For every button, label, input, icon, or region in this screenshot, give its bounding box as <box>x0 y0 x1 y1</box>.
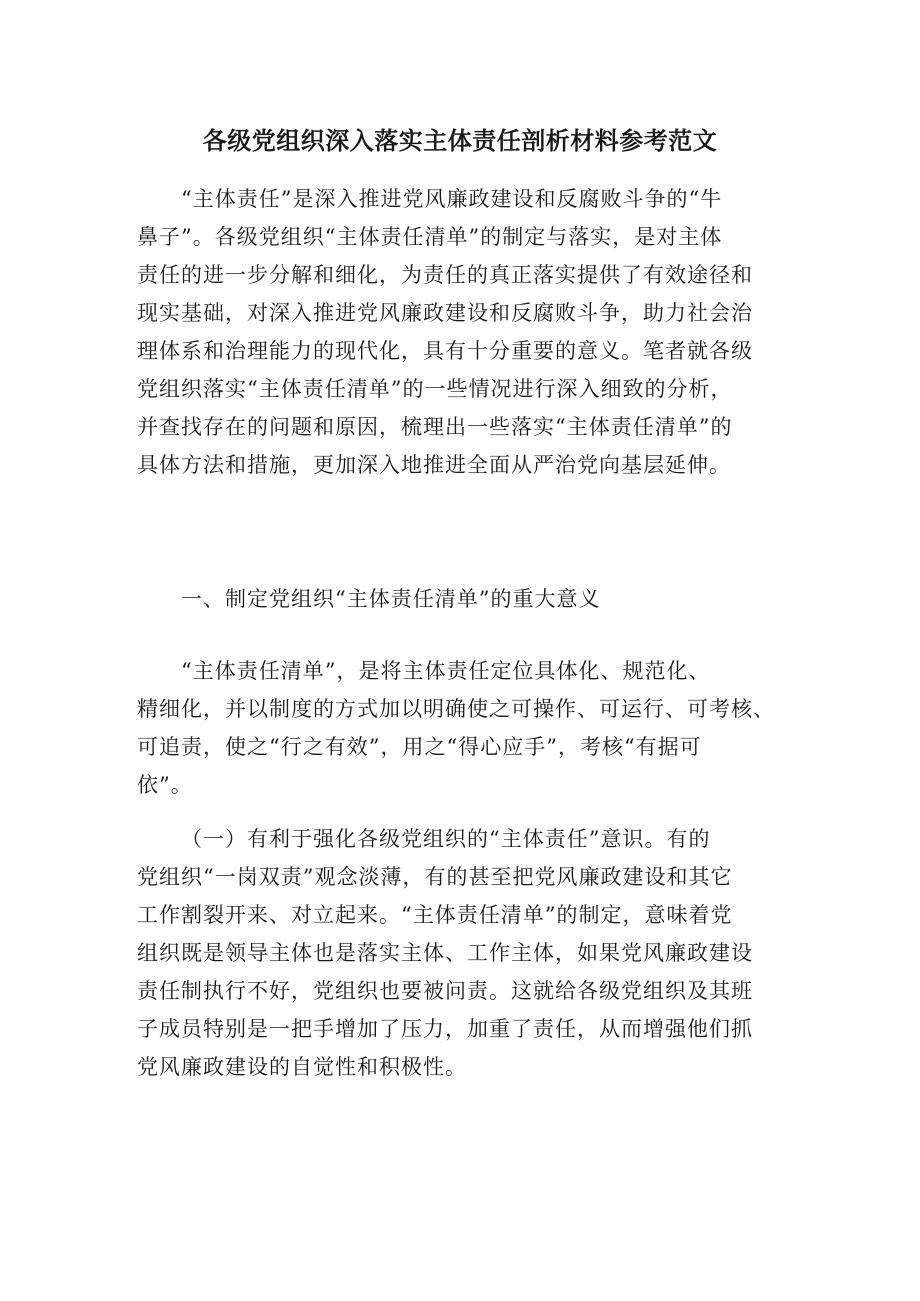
text-line: 鼻子”。各级党组织“主体责任清单”的制定与落实，是对主体 <box>137 225 723 249</box>
heading-line: 一、制定党组织“主体责任清单”的重大意义 <box>181 587 601 611</box>
text-line: 党风廉政建设的自觉性和积极性。 <box>137 1055 467 1079</box>
text-line: 党组织落实“主体责任清单”的一些情况进行深入细致的分析， <box>137 377 733 401</box>
document-title: 各级党组织深入落实主体责任剖析材料参考范文 <box>202 127 718 155</box>
text-line: （一）有利于强化各级党组织的“主体责任”意识。有的 <box>181 827 711 851</box>
text-line: 可追责，使之“行之有效”，用之“得心应手”，考核“有据可 <box>137 735 702 759</box>
section-heading-1 <box>137 580 799 618</box>
text-line: 组织既是领导主体也是落实主体、工作主体，如果党风廉政建设 <box>137 941 753 965</box>
paragraph-subsection-1 <box>137 820 799 1086</box>
text-line: “主体责任清单”，是将主体责任定位具体化、规范化、 <box>181 659 711 683</box>
text-line: 党组织“一岗双责”观念淡薄，有的甚至把党风廉政建设和其它 <box>137 865 733 889</box>
text-line: 精细化，并以制度的方式加以明确使之可操作、可运行、可考核、 <box>137 697 775 721</box>
text-line: 并查找存在的问题和原因，梳理出一些落实“主体责任清单”的 <box>137 415 733 439</box>
text-line: 责任的进一步分解和细化，为责任的真正落实提供了有效途径和 <box>137 263 753 287</box>
text-line: 工作割裂开来、对立起来。“主体责任清单”的制定，意味着党 <box>137 903 733 927</box>
text-line: “主体责任”是深入推进党风廉政建设和反腐败斗争的“牛 <box>181 187 723 211</box>
text-line: 现实基础，对深入推进党风廉政建设和反腐败斗争，助力社会治 <box>137 301 753 325</box>
paragraph-definition <box>137 652 799 804</box>
text-line: 理体系和治理能力的现代化，具有十分重要的意义。笔者就各级 <box>137 339 753 363</box>
text-line: 子成员特别是一把手增加了压力，加重了责任，从而增强他们抓 <box>137 1017 753 1041</box>
paragraph-intro <box>137 180 799 484</box>
text-line: 责任制执行不好，党组织也要被问责。这就给各级党组织及其班 <box>137 979 753 1003</box>
text-line: 具体方法和措施，更加深入地推进全面从严治党向基层延伸。 <box>137 453 731 477</box>
text-line: 依”。 <box>137 773 193 797</box>
